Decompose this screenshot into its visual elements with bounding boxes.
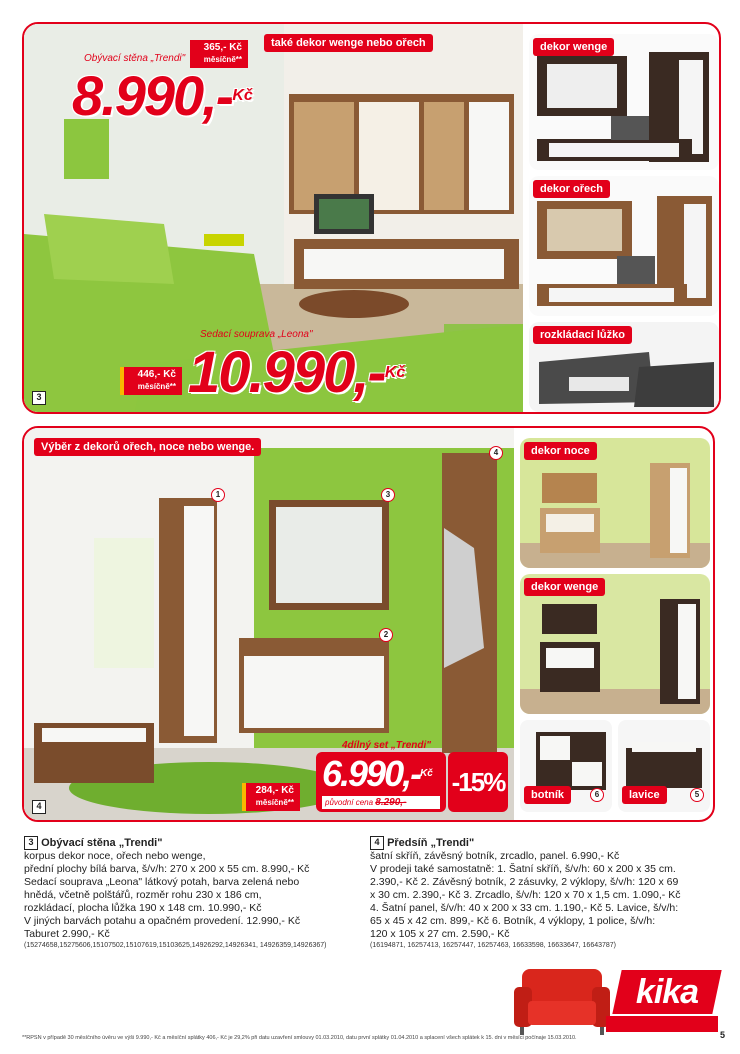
leona-monthly-amount: 446,- Kč — [137, 369, 176, 380]
hallway-panel — [22, 426, 715, 822]
taburet-monthly-label: měsíčně** — [255, 798, 294, 807]
taburet-monthly-badge — [242, 783, 300, 811]
discount-badge: -15% — [448, 752, 508, 812]
desc3-line-2: přední plochy bílá barva, š/v/h: 270 x 200 x 55 cm. 8.990,- Kč — [24, 863, 310, 875]
wenge-hall-thumbnail — [520, 574, 710, 714]
desc4-title: Předsíň „Trendi" — [387, 836, 475, 849]
desc3-number: 3 — [24, 836, 38, 850]
desc3-line-1: korpus dekor noce, ořech nebo wenge, — [24, 850, 206, 862]
thumb-wenge-hall-label: dekor wenge — [524, 578, 605, 596]
desc3-line-7: Taburet 2.990,- Kč — [24, 928, 110, 940]
thumb-lavice-label: lavice — [622, 786, 667, 804]
orig-price-label: původní cena — [325, 798, 374, 807]
thumb-bed-label: rozkládací lůžko — [533, 326, 632, 344]
kika-logo: kika — [635, 973, 699, 1011]
desc4-line-1: šatní skříň, závěsný botník, zrcadlo, panel. 6.990,- Kč — [370, 850, 620, 862]
leona-price — [188, 342, 405, 404]
living-room-panel — [22, 22, 721, 414]
desc4-codes: (16194871, 16257413, 16257447, 16257463, 16633598, 16633647, 16643787) — [370, 942, 617, 949]
lavice-thumbnail — [618, 720, 710, 812]
trendi-caption: Obývací stěna „Trendi" — [84, 53, 186, 64]
wenge-thumbnail — [529, 34, 719, 170]
trendi-price-currency: Kč — [232, 87, 253, 104]
red-armchair-image — [512, 965, 612, 1037]
set-price-box — [316, 752, 446, 812]
orech-thumbnail — [529, 176, 719, 316]
trendi-price — [72, 66, 253, 126]
trendi-monthly-label: měsíčně** — [203, 55, 242, 64]
bed-thumbnail — [529, 322, 719, 412]
orig-price-value: 8.290,- — [375, 797, 407, 808]
taburet-monthly-amount: 284,- Kč — [255, 785, 294, 796]
thumb-botnik-label: botník — [524, 786, 571, 804]
botnik-thumbnail — [520, 720, 612, 812]
trendi-monthly-amount: 365,- Kč — [203, 42, 242, 53]
thumb-noce-label: dekor noce — [524, 442, 597, 460]
marker-5: 5 — [690, 788, 704, 802]
desc4-line-5: 4. Šatní panel, š/v/h: 40 x 200 x 33 cm. 1.190,- Kč 5. Lavice, š/v/h: — [370, 902, 679, 914]
set-price-currency: Kč — [420, 768, 433, 779]
desc4-heading — [370, 836, 720, 850]
leona-caption: Sedací souprava „Leona" — [200, 329, 313, 340]
description-living-room — [24, 836, 354, 950]
thumb-orech-label: dekor ořech — [533, 180, 610, 198]
set-price — [322, 754, 433, 794]
desc3-line-4: hnědá, včetně polštářů, rozměr rohu 230 x 186 cm, — [24, 889, 262, 901]
desc4-line-4: x 30 cm. 2.390,- Kč 3. Zrcadlo, š/v/h: 120 x 70 x 1,5 cm. 1.090,- Kč — [370, 889, 681, 901]
thumb-wenge-label: dekor wenge — [533, 38, 614, 56]
noce-thumbnail — [520, 438, 710, 568]
desc4-line-6: 65 x 45 x 42 cm. 899,- Kč 6. Botník, 4 výklopy, 1 police, š/v/h: — [370, 915, 656, 927]
desc4-line-2: V prodeji také samostatně: 1. Šatní skříň, š/v/h: 60 x 200 x 35 cm. — [370, 863, 676, 875]
marker-3: 3 — [381, 488, 395, 502]
marker-6: 6 — [590, 788, 604, 802]
trendi-price-value: 8.990,- — [72, 64, 233, 127]
leona-monthly-label: měsíčně** — [137, 382, 176, 391]
desc3-codes: (15274658,15275606,15107502,15107619,15103625,14926292,14926341, 14926359,14926367) — [24, 942, 327, 949]
desc3-line-3: Sedací souprava „Leona" látkový potah, barva zelená nebo — [24, 876, 300, 888]
set-price-value: 6.990,- — [322, 753, 421, 794]
logo-underbar — [606, 1016, 718, 1032]
wenge-option-tag: také dekor wenge nebo ořech — [264, 34, 433, 52]
panel-number-4: 4 — [32, 800, 46, 814]
marker-1: 1 — [211, 488, 225, 502]
desc3-title: Obývací stěna „Trendi" — [41, 836, 163, 849]
desc3-line-5: rozkládací, plocha lůžka 190 x 148 cm. 10.990,- Kč — [24, 902, 262, 914]
footnote: **RPSN v případě 30 měsíčního úvěru ve výši 9.990,- Kč a měsíční splátky 406,- Kč je 29,2% při datu uzavření smlouvy 01.03.2010, datu první splátky 01.04.2010 a splacení všech splátek k 15. dni v měsíci počínaje 15.03.2010. — [22, 1035, 577, 1041]
kika-logo-box — [612, 970, 721, 1014]
desc3-heading — [24, 836, 354, 850]
decor-choice-tag: Výběr z dekorů ořech, noce nebo wenge. — [34, 438, 261, 456]
marker-2: 2 — [379, 628, 393, 642]
desc3-line-6: V jiných barvách potahu a opačném provedení. 12.990,- Kč — [24, 915, 301, 927]
orig-price-strip — [322, 796, 440, 809]
desc4-number: 4 — [370, 836, 384, 850]
desc4-line-7: 120 x 105 x 27 cm. 2.590,- Kč — [370, 928, 510, 940]
set-caption: 4dílný set „Trendi" — [342, 740, 432, 751]
leona-price-currency: Kč — [384, 364, 406, 381]
leona-price-value: 10.990,- — [188, 340, 385, 405]
desc4-line-3: 2.390,- Kč 2. Závěsný botník, 2 zásuvky, 2 výklopy, š/v/h: 120 x 69 — [370, 876, 679, 888]
marker-4: 4 — [489, 446, 503, 460]
panel-number-3: 3 — [32, 391, 46, 405]
page-number: 5 — [720, 1030, 726, 1040]
leona-monthly-badge — [120, 367, 182, 395]
description-hallway — [370, 836, 720, 950]
